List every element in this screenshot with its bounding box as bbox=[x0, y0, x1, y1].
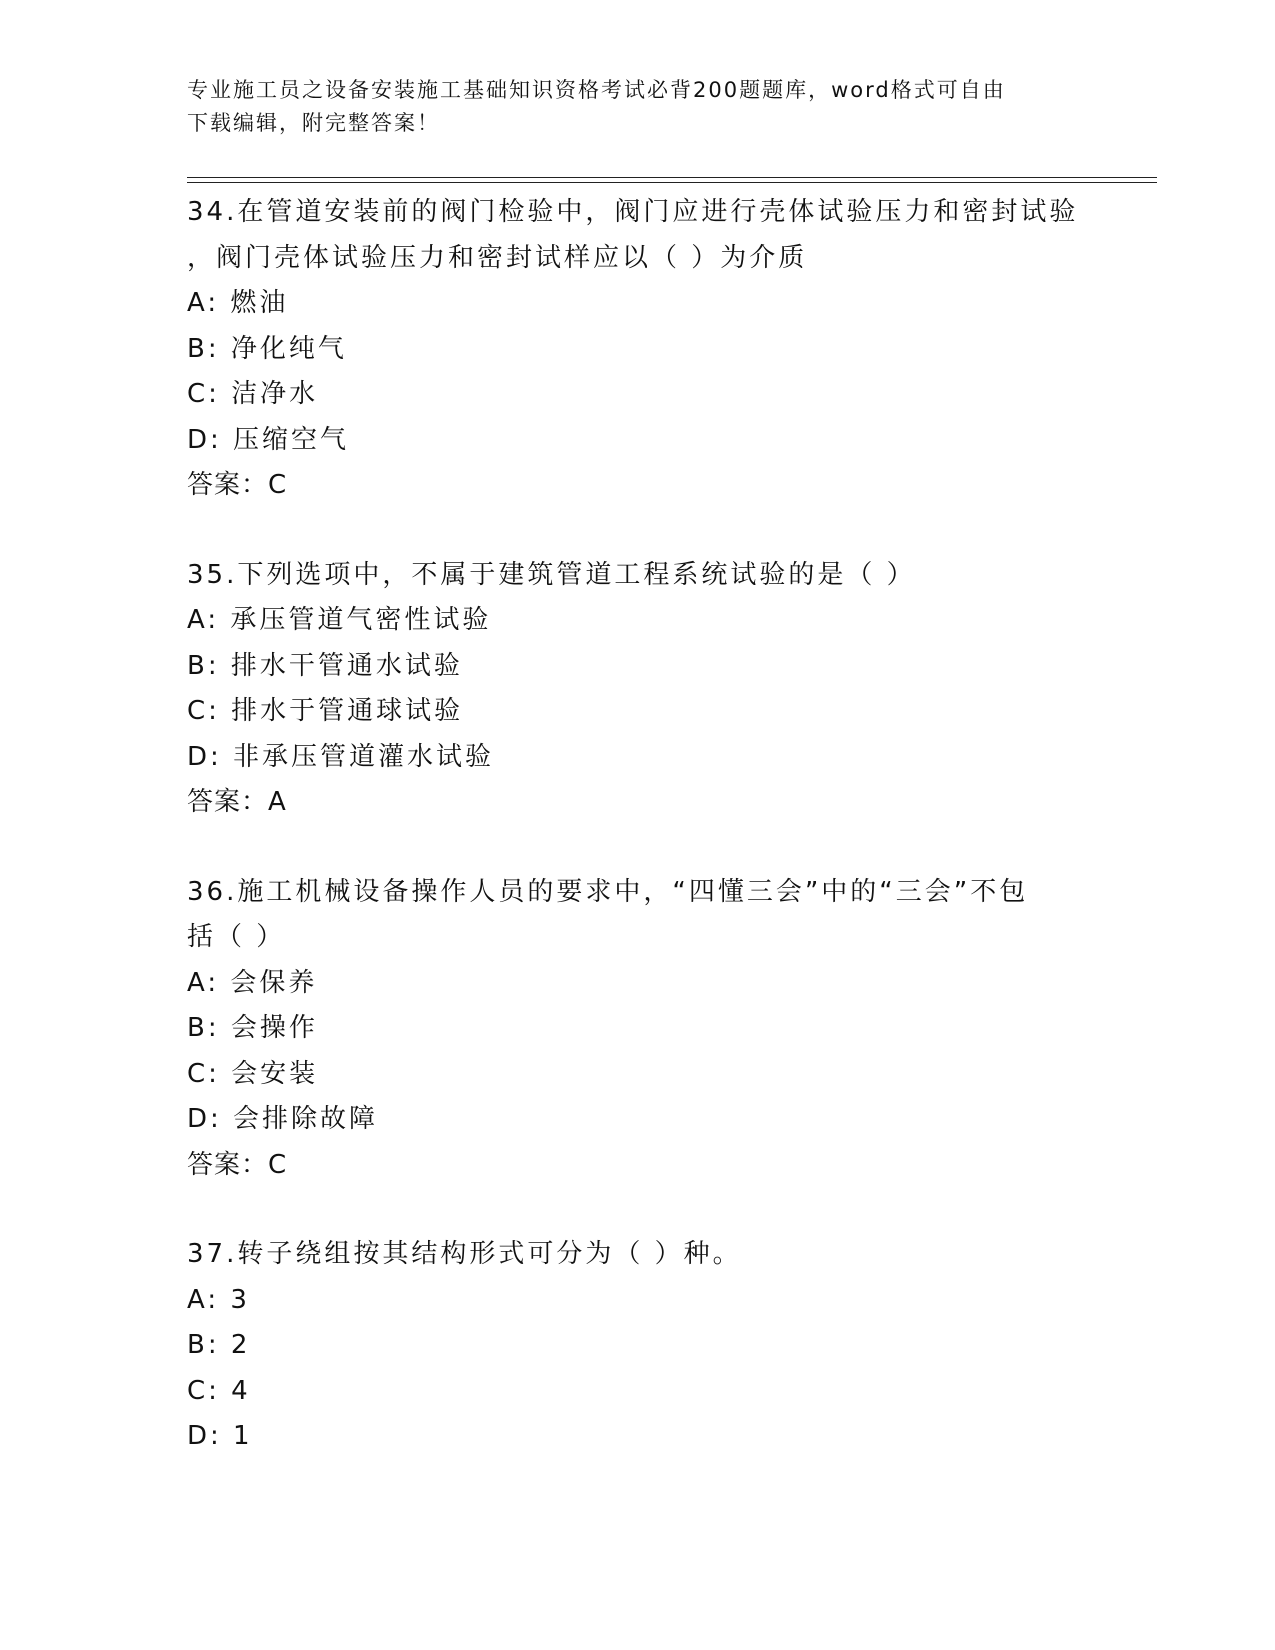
question-text: 35.下列选项中，不属于建筑管道工程系统试验的是（ ） bbox=[187, 559, 916, 590]
question-text: 36.施工机械设备操作人员的要求中，“四懂三会”中的“三会”不包 bbox=[187, 876, 1029, 907]
answer-label: 答案：C bbox=[187, 470, 288, 500]
option-d: D: 1 bbox=[187, 1421, 253, 1451]
question-35 bbox=[187, 553, 1087, 826]
option-b: B: 会操作 bbox=[187, 1013, 318, 1043]
option-c: C: 洁净水 bbox=[187, 379, 319, 409]
header-divider-top bbox=[187, 177, 1157, 178]
answer-label: 答案：C bbox=[187, 1149, 288, 1180]
option-b: B: 排水干管通水试验 bbox=[187, 650, 463, 681]
option-c: C: 4 bbox=[187, 1375, 251, 1406]
question-37 bbox=[187, 1232, 1087, 1460]
question-list bbox=[187, 190, 1087, 1504]
option-b: B: 净化纯气 bbox=[187, 333, 347, 364]
option-c: C: 会安装 bbox=[187, 1058, 319, 1089]
document-header bbox=[187, 74, 1087, 140]
question-text: ，阀门壳体试验压力和密封试样应以（ ）为介质 bbox=[187, 242, 808, 273]
option-a: A: 3 bbox=[187, 1284, 250, 1315]
option-d: D: 会排除故障 bbox=[187, 1104, 379, 1134]
header-line-2: 下载编辑，附完整答案！ bbox=[187, 111, 440, 135]
header-line-1: 专业施工员之设备安装施工基础知识资格考试必背200题题库，word格式可自由 bbox=[187, 78, 1006, 102]
question-36 bbox=[187, 870, 1087, 1189]
option-c: C: 排水于管通球试验 bbox=[187, 696, 464, 726]
option-a: A: 承压管道气密性试验 bbox=[187, 605, 492, 635]
question-text: 37.转子绕组按其结构形式可分为（ ）种。 bbox=[187, 1239, 742, 1269]
option-a: A: 会保养 bbox=[187, 967, 318, 998]
header-divider-bottom bbox=[187, 182, 1157, 183]
question-text: 括（ ） bbox=[187, 922, 286, 952]
option-a: A: 燃油 bbox=[187, 288, 289, 318]
question-34 bbox=[187, 190, 1087, 509]
option-b: B: 2 bbox=[187, 1330, 251, 1360]
option-d: D: 非承压管道灌水试验 bbox=[187, 741, 495, 772]
option-d: D: 压缩空气 bbox=[187, 424, 350, 455]
answer-label: 答案：A bbox=[187, 787, 287, 817]
question-text: 34.在管道安装前的阀门检验中，阀门应进行壳体试验压力和密封试验 bbox=[187, 197, 1079, 227]
